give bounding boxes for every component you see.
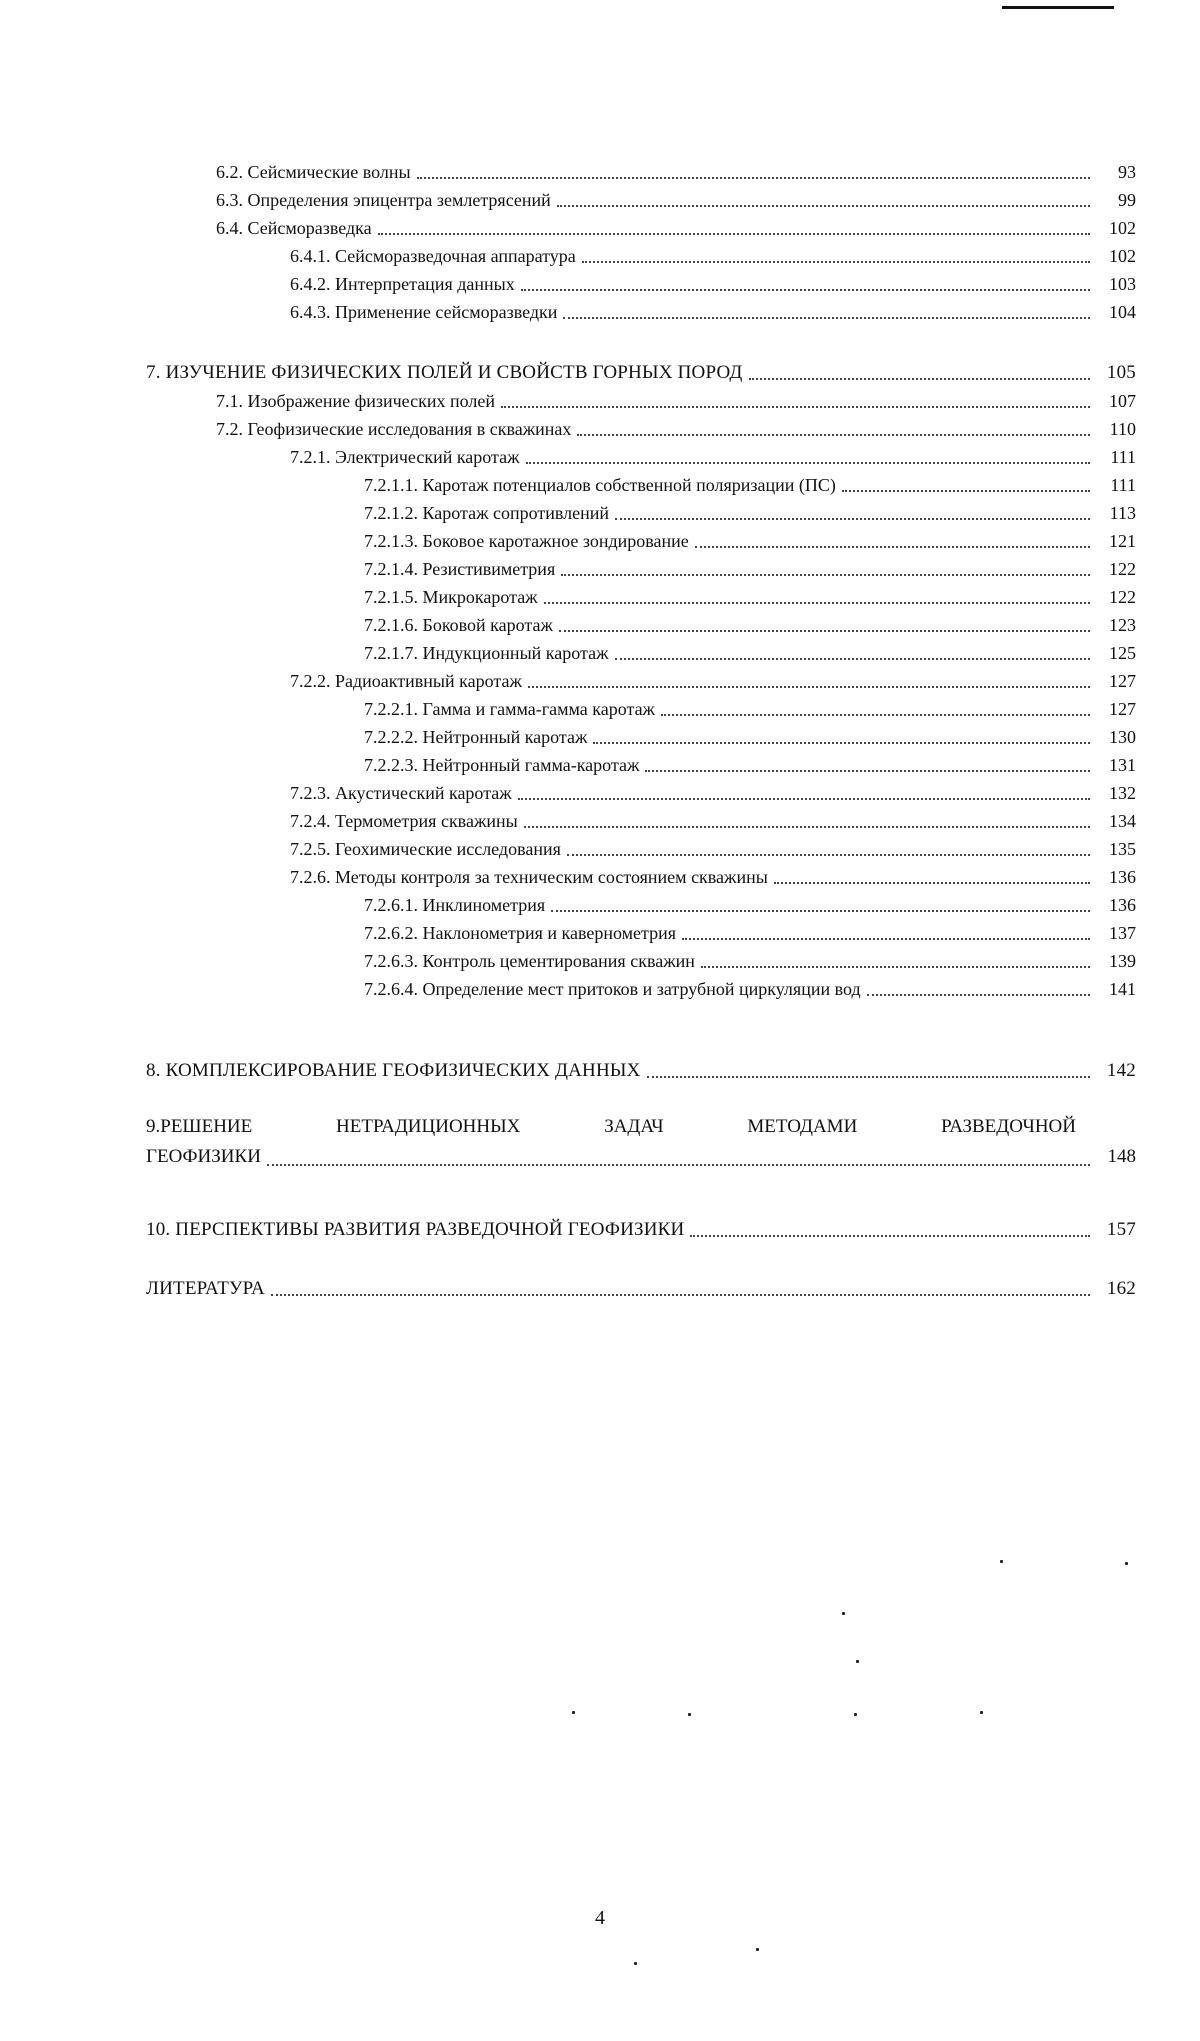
toc-entry-9-line1	[146, 1112, 1076, 1142]
toc-leader	[842, 489, 1090, 492]
toc-page-number: 113	[1109, 503, 1136, 523]
toc-page-number: 122	[1109, 559, 1136, 579]
toc-page-number: 136	[1109, 867, 1136, 887]
toc-entry-7-2-1-7[interactable]	[364, 636, 1136, 664]
toc-page-number: 142	[1106, 1060, 1136, 1081]
toc-page-number: 134	[1109, 811, 1136, 831]
toc-leader	[695, 545, 1090, 548]
toc-entry-9-line2	[146, 1142, 1136, 1172]
toc-entry-text: 7.2. Геофизические исследования в скважинах	[216, 419, 572, 439]
toc-entry-text: 10. ПЕРСПЕКТИВЫ РАЗВИТИЯ РАЗВЕДОЧНОЙ ГЕОФИЗИКИ	[146, 1219, 685, 1240]
scan-speck	[854, 1713, 857, 1716]
toc-page-number: 99	[1118, 190, 1136, 210]
toc-entry-7-2-6-2[interactable]	[364, 916, 1136, 944]
toc-entry-7-2-1-1[interactable]	[364, 468, 1136, 496]
toc-page-number: 111	[1110, 447, 1136, 467]
toc-entry-text: 7.2.1.7. Индукционный каротаж	[364, 643, 609, 663]
toc-entry-7-2-2-2[interactable]	[364, 720, 1136, 748]
toc-leader	[524, 825, 1090, 828]
toc-page-number: 102	[1109, 218, 1136, 238]
toc-entry-7-2-3[interactable]	[290, 776, 1136, 804]
page-number: 4	[595, 1907, 605, 1929]
toc-entry-text: 7.2.1.2. Каротаж сопротивлений	[364, 503, 610, 523]
toc-entry-text: 7.2.1.4. Резистивиметрия	[364, 559, 556, 579]
toc-entry-text: 7.2.2.1. Гамма и гамма-гамма каротаж	[364, 699, 655, 719]
toc-entry-text: 7.2.5. Геохимические исследования	[290, 839, 561, 859]
scan-speck	[1000, 1560, 1003, 1563]
toc-entry-text: 6.4.3. Применение сейсморазведки	[290, 302, 558, 322]
toc-entry-text: 7.2.6.3. Контроль цементирования скважин	[364, 951, 695, 971]
toc-leader	[690, 1234, 1090, 1237]
toc-entry-7-2-1-3[interactable]	[364, 524, 1136, 552]
toc-leader	[645, 769, 1090, 772]
toc-entry-7[interactable]	[146, 356, 1136, 384]
toc-entry-6-4[interactable]	[216, 211, 1136, 239]
toc-leader	[271, 1293, 1090, 1296]
toc-entry-text: 7.2.6.1. Инклинометрия	[364, 895, 546, 915]
toc-page-number: 110	[1109, 419, 1136, 439]
toc-page-number: 162	[1106, 1278, 1136, 1299]
toc-entry-text: 7.2.2.3. Нейтронный гамма-каротаж	[364, 755, 640, 775]
toc-leader	[501, 405, 1090, 408]
toc-entry-text: 8. КОМПЛЕКСИРОВАНИЕ ГЕОФИЗИЧЕСКИХ ДАННЫХ	[146, 1060, 641, 1081]
toc-page-number: 104	[1109, 302, 1136, 322]
toc-entry-literature[interactable]	[146, 1272, 1136, 1300]
toc-page-number: 122	[1109, 587, 1136, 607]
toc-entry-6-3[interactable]	[216, 183, 1136, 211]
toc-entry-7-1[interactable]	[216, 384, 1136, 412]
toc-leader	[559, 629, 1090, 632]
scan-speck	[856, 1660, 859, 1663]
toc-leader	[647, 1075, 1090, 1078]
toc-word: РАЗВЕДОЧНОЙ	[941, 1116, 1076, 1137]
toc-entry-text: 7.2.2. Радиоактивный каротаж	[290, 671, 522, 691]
toc-word: ЗАДАЧ	[604, 1116, 664, 1137]
toc-leader	[749, 377, 1090, 380]
toc-word: МЕТОДАМИ	[747, 1116, 858, 1137]
toc-entry-7-2-6[interactable]	[290, 860, 1136, 888]
toc-entry-7-2-6-1[interactable]	[364, 888, 1136, 916]
toc-page-number: 127	[1109, 699, 1136, 719]
toc-entry-7-2-6-3[interactable]	[364, 944, 1136, 972]
toc-leader	[378, 232, 1090, 235]
toc-entry-7-2[interactable]	[216, 412, 1136, 440]
toc-leader	[593, 741, 1090, 744]
toc-entry-6-2[interactable]	[216, 155, 1136, 183]
toc-page-number: 130	[1109, 727, 1136, 747]
toc-word: НЕТРАДИЦИОННЫХ	[336, 1116, 521, 1137]
toc-page-number: 105	[1106, 362, 1136, 383]
toc-page-number: 132	[1109, 783, 1136, 803]
toc-entry-text: 7.2.6.2. Наклонометрия и кавернометрия	[364, 923, 677, 943]
toc-entry-7-2-2-3[interactable]	[364, 748, 1136, 776]
toc-page-number: 102	[1109, 246, 1136, 266]
toc-page-number: 148	[1107, 1146, 1136, 1167]
scan-speck	[980, 1711, 983, 1714]
toc-leader	[867, 993, 1090, 996]
toc-leader	[774, 881, 1090, 884]
toc-leader	[528, 685, 1090, 688]
scan-speck	[756, 1948, 759, 1951]
toc-leader	[682, 937, 1090, 940]
toc-entry-6-4-3[interactable]	[290, 295, 1136, 323]
scan-speck	[842, 1612, 845, 1615]
toc-page-number: 107	[1109, 391, 1136, 411]
toc-entry-text: 7.2.3. Акустический каротаж	[290, 783, 512, 803]
toc-entry-text: 6.3. Определения эпицентра землетрясений	[216, 190, 551, 210]
toc-page-number: 135	[1109, 839, 1136, 859]
toc-entry-7-2-4[interactable]	[290, 804, 1136, 832]
toc-entry-6-4-2[interactable]	[290, 267, 1136, 295]
scan-speck	[1125, 1562, 1128, 1565]
toc-page-number: 125	[1109, 643, 1136, 663]
toc-entry-7-2-1-5[interactable]	[364, 580, 1136, 608]
toc-page-number: 131	[1109, 755, 1136, 775]
toc-entry-7-2-1-4[interactable]	[364, 552, 1136, 580]
toc-entry-text: 7.2.6. Методы контроля за техническим состоянием скважины	[290, 867, 768, 887]
toc-entry-7-2-6-4[interactable]	[364, 972, 1136, 1000]
toc-leader	[615, 517, 1090, 520]
toc-leader	[661, 713, 1090, 716]
scan-speck	[688, 1713, 691, 1716]
toc-entry-7-2-1[interactable]	[290, 440, 1136, 468]
toc-page-number: 93	[1118, 162, 1136, 182]
toc-leader	[582, 260, 1090, 263]
toc-entry-6-4-1[interactable]	[290, 239, 1136, 267]
toc-leader	[557, 204, 1090, 207]
toc-leader	[701, 965, 1090, 968]
toc-page-number: 111	[1110, 475, 1136, 495]
toc-entry-text: 7.2.1.6. Боковой каротаж	[364, 615, 553, 635]
toc-page-number: 136	[1109, 895, 1136, 915]
toc-entry-text: ГЕОФИЗИКИ	[146, 1146, 261, 1167]
toc-leader	[563, 316, 1090, 319]
toc-entry-7-2-2[interactable]	[290, 664, 1136, 692]
toc-leader	[267, 1163, 1090, 1166]
toc-entry-text: 7. ИЗУЧЕНИЕ ФИЗИЧЕСКИХ ПОЛЕЙ И СВОЙСТВ ГОРНЫХ ПОРОД	[146, 362, 743, 383]
toc-entry-10[interactable]	[146, 1213, 1136, 1241]
toc-entry-9[interactable]	[146, 1112, 1136, 1172]
toc-leader	[567, 853, 1090, 856]
toc-leader	[518, 797, 1090, 800]
toc-entry-text: 7.2.1.1. Каротаж потенциалов собственной поляризации (ПС)	[364, 475, 836, 495]
toc-entry-text: 7.2.2.2. Нейтронный каротаж	[364, 727, 588, 747]
toc-leader	[526, 461, 1090, 464]
toc-leader	[544, 601, 1090, 604]
toc-page-number: 123	[1109, 615, 1136, 635]
toc-page-number: 141	[1109, 979, 1136, 999]
toc-entry-text: 7.2.1. Электрический каротаж	[290, 447, 520, 467]
toc-entry-7-2-1-2[interactable]	[364, 496, 1136, 524]
toc-leader	[521, 288, 1090, 291]
toc-entry-text: 7.2.1.3. Боковое каротажное зондирование	[364, 531, 689, 551]
scan-speck	[634, 1962, 637, 1965]
scan-speck	[572, 1711, 575, 1714]
toc-entry-text: 6.2. Сейсмические волны	[216, 162, 411, 182]
toc-entry-text: 7.2.1.5. Микрокаротаж	[364, 587, 538, 607]
toc-word: 9.РЕШЕНИЕ	[146, 1116, 253, 1137]
toc-entry-text: ЛИТЕРАТУРА	[146, 1278, 265, 1299]
toc-entry-8[interactable]	[146, 1054, 1136, 1082]
toc-entry-text: 6.4. Сейсморазведка	[216, 218, 372, 238]
toc-page-number: 157	[1106, 1219, 1136, 1240]
toc-leader	[615, 657, 1090, 660]
toc-entry-text: 6.4.2. Интерпретация данных	[290, 274, 515, 294]
toc-entry-text: 7.2.6.4. Определение мест притоков и затрубной циркуляции вод	[364, 979, 861, 999]
toc-entry-7-2-5[interactable]	[290, 832, 1136, 860]
toc-entry-7-2-2-1[interactable]	[364, 692, 1136, 720]
toc-entry-7-2-1-6[interactable]	[364, 608, 1136, 636]
toc-leader	[551, 909, 1090, 912]
toc-leader	[417, 176, 1090, 179]
toc-page-number: 137	[1109, 923, 1136, 943]
toc-entry-text: 7.2.4. Термометрия скважины	[290, 811, 518, 831]
toc-leader	[577, 433, 1090, 436]
toc-entry-text: 6.4.1. Сейсморазведочная аппаратура	[290, 246, 576, 266]
toc-page-number: 121	[1109, 531, 1136, 551]
toc-page-number: 127	[1109, 671, 1136, 691]
toc-entry-text: 7.1. Изображение физических полей	[216, 391, 495, 411]
toc-leader	[561, 573, 1090, 576]
toc-page-number: 103	[1109, 274, 1136, 294]
toc-page-number: 139	[1109, 951, 1136, 971]
